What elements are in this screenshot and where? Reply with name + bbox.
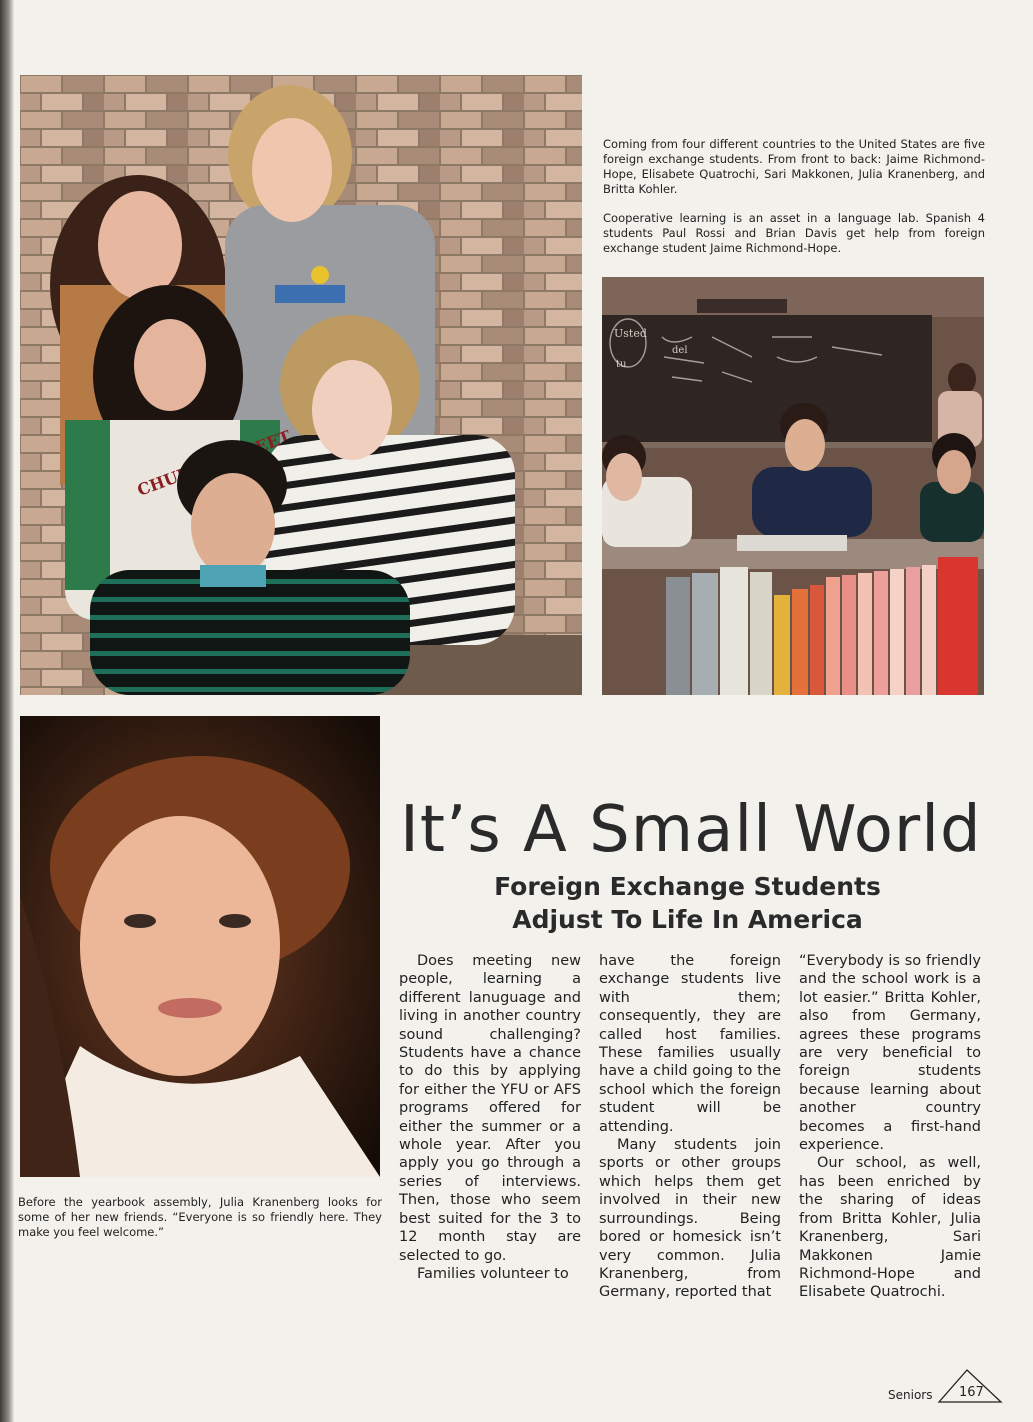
article-column-1 [399, 952, 581, 1283]
language-lab-photo [602, 277, 984, 695]
chalkboard-word-1: Usted [614, 327, 647, 340]
church-street-shirt-text: CHURCH [134, 453, 220, 500]
chalkboard-word-2: del [672, 345, 688, 356]
article-subheadline [400, 870, 975, 936]
subheadline-line-2: Adjust To Life In America [512, 905, 863, 934]
page-binding-shadow [0, 0, 14, 1422]
article-column-3 [799, 952, 981, 1302]
article-headline: It’s A Small World [400, 793, 982, 867]
portrait-photo-caption: Before the yearbook assembly, Julia Kranenberg looks for some of her new friends. “Everyone is so friendly here. They make you feel welcome.” [18, 1195, 382, 1239]
article-column-2 [599, 952, 781, 1302]
group-photo-caption: Coming from four different countries to the United States are five foreign exchange students. From front to back: Jaime Richmond-Hope, Elisabete Quatrochi, Sari Makkonen, Julia Kranenberg, and Britta Kohler. [603, 137, 985, 196]
footer-section-label: Seniors [888, 1388, 933, 1402]
article-paragraph: have the foreign exchange students live with them; consequently, they are called host families. These families usually have a child going to the school which the foreign student will be attending. [599, 953, 781, 1135]
page-number-folio [935, 1366, 1005, 1406]
article-paragraph: Our school, as well, has been enriched by the sharing of ideas from Britta Kohler, Julia Kranenberg, Sari Makkonen Jamie Richmond-Hope and Elisabete Quatrochi. [799, 1155, 981, 1301]
group-photo [20, 75, 582, 695]
page-number: 167 [959, 1385, 984, 1400]
article-paragraph: Families volunteer to [417, 1265, 569, 1282]
article-paragraph: Does meeting new people, learning a different lanuguage and living in another country sound challenging? Students have a chance to do this by applying for either the YFU or AFS programs offered for either the summer or a whole year. After you apply you go through a series of interviews. Then, those who seem best suited for the 3 to 12 month stay are selected to go. [399, 953, 581, 1264]
lab-photo-caption: Cooperative learning is an asset in a language lab. Spanish 4 students Paul Rossi and Brian Davis get help from foreign exchange student Jaime Richmond-Hope. [603, 211, 985, 255]
article-paragraph: “Everybody is so friendly and the school work is a lot easier.” Britta Kohler, also from Germany, agrees these programs are very beneficial to foreign students because learning about another country becomes a first-hand experience. [799, 953, 981, 1154]
article-paragraph: Many students join sports or other groups which helps them get involved in their new surroundings. Being bored or homesick isn’t very common. Julia Kranenberg, from Germany, reported that [599, 1137, 781, 1301]
subheadline-line-1: Foreign Exchange Students [494, 872, 881, 901]
portrait-photo [20, 716, 380, 1177]
chalkboard-word-3: tu [616, 359, 627, 370]
